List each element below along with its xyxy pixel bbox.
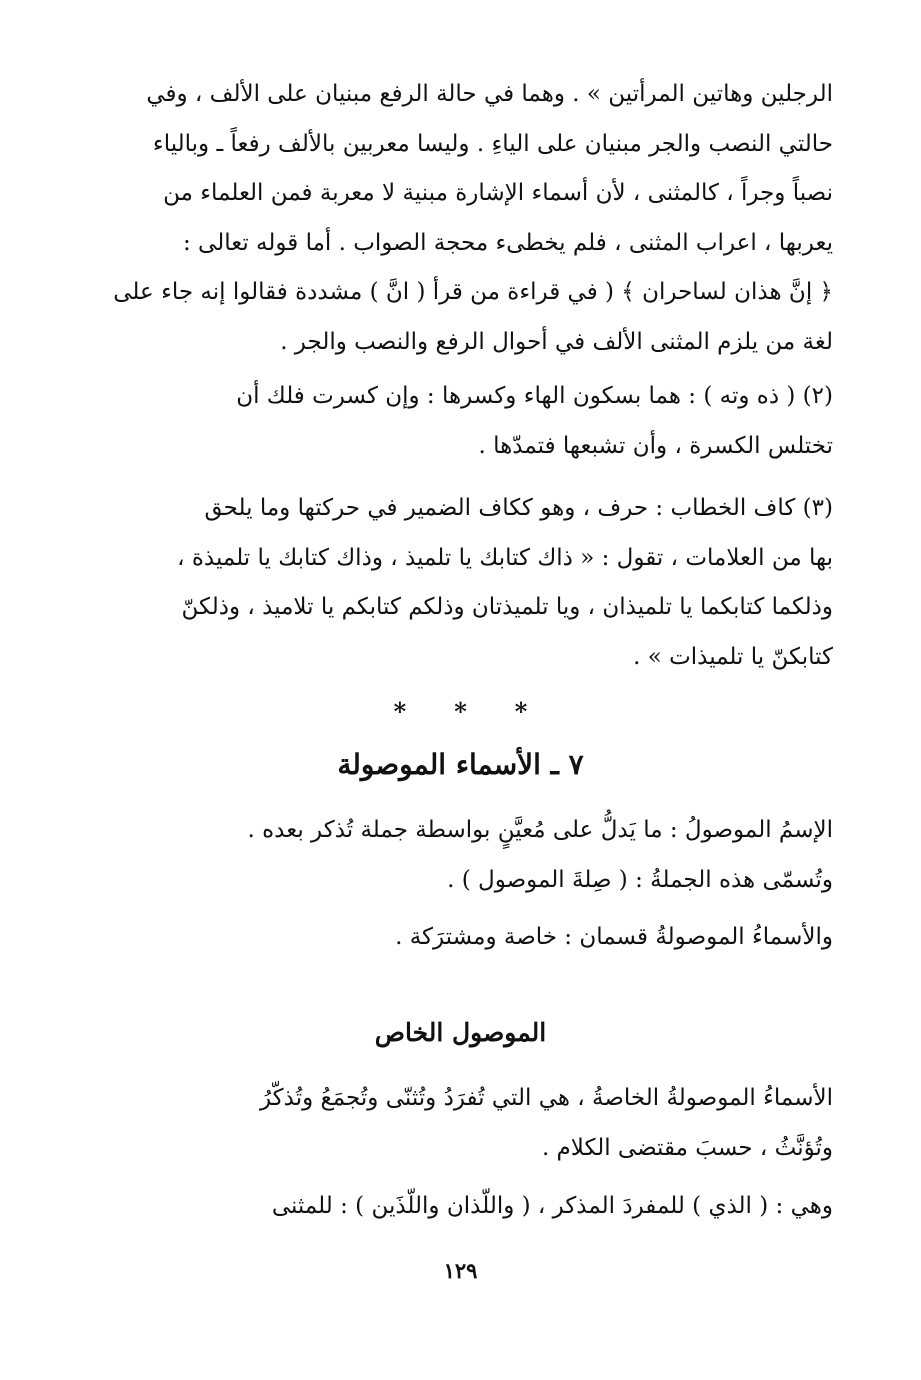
text-line: (٢) ( ذه وته ) : هما بسكون الهاء وكسرها : وإن كسرت فلك أن [236,383,833,409]
separator-star: * [393,697,407,726]
text-line: الإسمُ الموصولُ : ما يَدلُّ على مُعيَّنٍ بواسطة جملة تُذكر بعده . [247,817,833,843]
text-line: وتُسمّى هذه الجملةُ : ( صِلةَ الموصول ) . [447,866,833,893]
text-line: كتابكنّ يا تلميذات » . [633,643,833,670]
text-line: ﴿ إنَّ هذان لساحران ﴾ ( في قراءة من قرأ ( انَّ ) مشددة فقالوا إنه جاء على [113,279,833,306]
text-line: حالتي النصب والجر مبنيان على الياءِ . وليسا معربين بالألف رفعاً ـ وبالياء [152,130,833,157]
text-line: والأسماءُ الموصولةُ قسمان : خاصة ومشترَكة . [395,924,833,950]
section-separator [0,697,921,727]
text-line: الرجلين وهاتين المرأتين » . وهما في حالة الرفع مبنيان على الألف ، وفي [146,81,833,107]
footnote-3 [87,484,833,682]
text-line: الأسماءُ الموصولةُ الخاصةُ ، هي التي تُفرَدُ وتُثنّى وتُجمَعُ وتُذكّرُ [259,1085,833,1111]
text-line: وهي : ( الذي ) للمفردَ المذكر ، ( واللّذان واللّذَين ) : للمثنى [271,1193,833,1219]
text-line: وتُؤنَّثُ ، حسبَ مقتضى الكلام . [541,1134,833,1161]
relative-list-paragraph [87,1182,833,1232]
text-line: يعربها ، اعراب المثنى ، فلم يخطىء محجة الصواب . أما قوله تعالى : [183,229,833,256]
text-line: (٣) كاف الخطاب : حرف ، وهو ككاف الضمير في حركتها وما يلحق [204,495,833,521]
text-line: بها من العلامات ، تقول : « ذاك كتابك يا تلميذ ، وذاك كتابك يا تلميذة ، [177,544,833,571]
footnote-1-continuation [87,70,833,368]
text-line: وذلكما كتابكما يا تلميذان ، ويا تلميذتان وذلكم كتابكم يا تلاميذ ، وذلكنّ [181,594,833,621]
text-line: نصباً وجراً ، كالمثنى ، لأن أسماء الإشارة مبنية لا معربة فمن العلماء من [163,180,833,207]
section-title: ٧ ـ الأسماء الموصولة [337,748,584,781]
division-paragraph [87,913,833,963]
separator-star: * [454,697,467,726]
text-line: لغة من يلزم المثنى الألف في أحوال الرفع والنصب والجر . [280,328,833,355]
text-line: تختلس الكسرة ، وأن تشبعها فتمدّها . [478,432,833,459]
separator-star: * [514,697,528,726]
page-number: ١٢٩ [443,1258,478,1283]
special-relative-paragraph [87,1074,833,1173]
footnote-2 [87,372,833,471]
definition-paragraph [87,806,833,905]
subsection-title: الموصول الخاص [374,1018,547,1047]
